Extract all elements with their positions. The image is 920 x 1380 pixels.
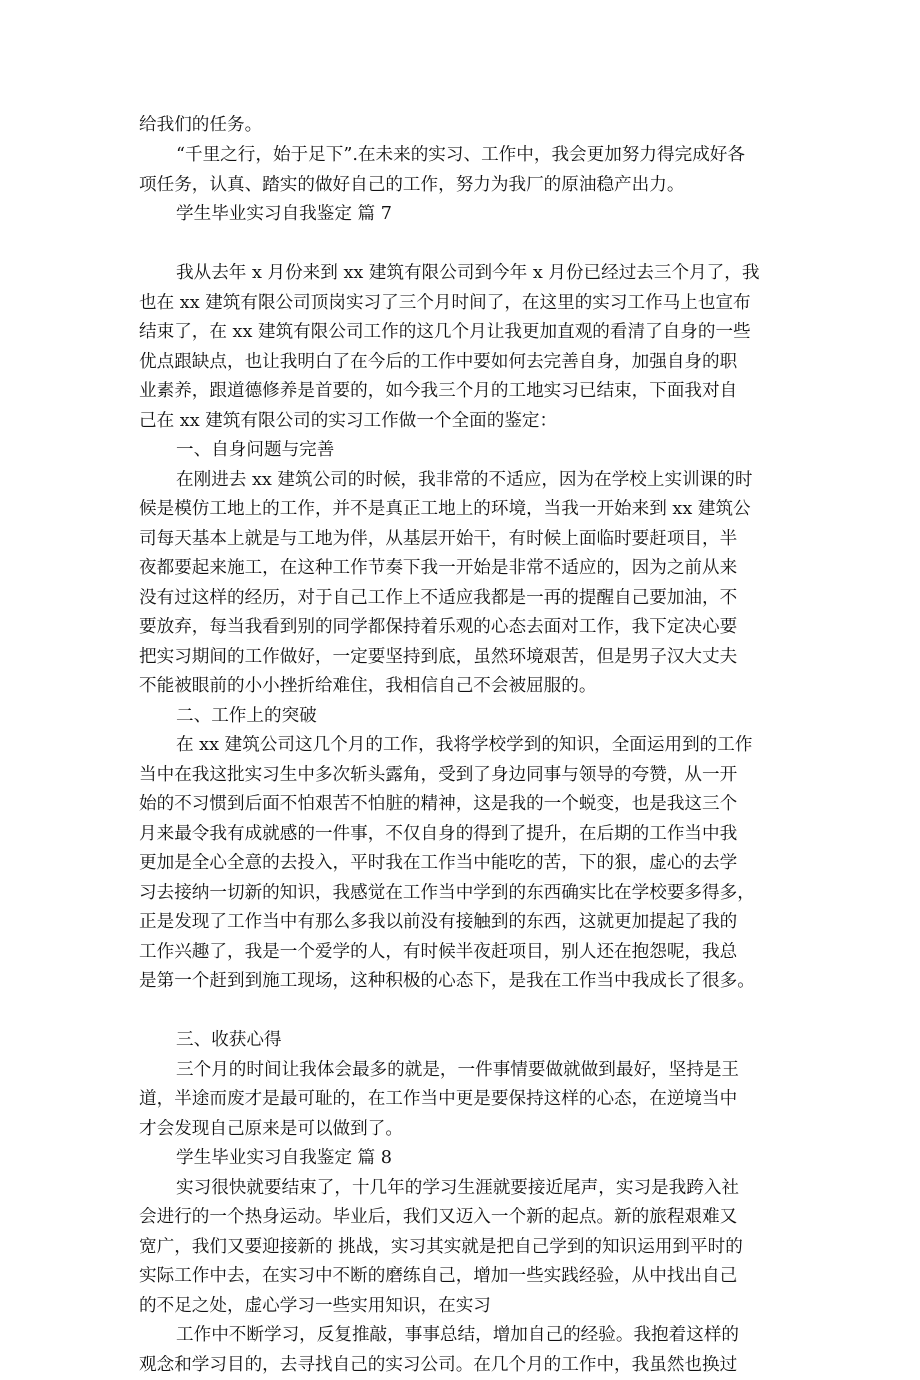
text-line: 优点跟缺点，也让我明白了在今后的工作中要如何去完善自身，加强自身的职 [139,352,738,372]
text-line: 在刚进去 xx 建筑公司的时候，我非常的不适应，因为在学校上实训课的时 [176,470,753,490]
text-line: 把实习期间的工作做好，一定要坚持到底，虽然环境艰苦，但是男子汉大丈夫 [139,647,738,667]
text-line: 观念和学习目的，去寻找自己的实习公司。在几个月的工作中，我虽然也换过 [139,1355,738,1375]
text-line: 在 xx 建筑公司这几个月的工作，我将学校学到的知识，全面运用到的工作 [176,735,753,755]
text-line: 始的不习惯到后面不怕艰苦不怕脏的精神，这是我的一个蜕变，也是我这三个 [139,794,738,814]
text-line: 候是模仿工地上的工作，并不是真正工地上的环境，当我一开始来到 xx 建筑公 [139,499,751,519]
text-line: 没有过这样的经历，对于自己工作上不适应我都是一再的提醒自己要加油，不 [139,588,738,608]
section-heading: 学生毕业实习自我鉴定 篇 7 [176,204,392,224]
text-line: 正是发现了工作当中有那么多我以前没有接触到的东西，这就更加提起了我的 [139,912,738,932]
text-line: 习去接纳一切新的知识，我感觉在工作当中学到的东西确实比在学校要多得多， [139,883,755,903]
text-line: 工作中不断学习，反复推敲，事事总结，增加自己的经验。我抱着这样的 [176,1325,740,1345]
text-line: 也在 xx 建筑有限公司顶岗实习了三个月时间了，在这里的实习工作马上也宣布 [139,293,751,313]
text-line: 业素养，跟道德修养是首要的，如今我三个月的工地实习已结束，下面我对自 [139,381,738,401]
text-line: 工作兴趣了，我是一个爱学的人，有时候半夜赶项目，别人还在抱怨呢，我总 [139,942,738,962]
text-line: 月来最令我有成就感的一件事，不仅自身的得到了提升，在后期的工作当中我 [139,824,738,844]
text-line: “千里之行，始于足下”.在未来的实习、工作中，我会更加努力得完成好各 [176,145,745,165]
text-line: 不能被眼前的小小挫折给难住，我相信自己不会被屈服的。 [139,676,597,696]
text-line: 道，半途而废才是最可耻的，在工作当中更是要保持这样的心态，在逆境当中 [139,1089,738,1109]
text-line: 己在 xx 建筑有限公司的实习工作做一个全面的鉴定： [139,411,558,431]
text-line: 的不足之处，虚心学习一些实用知识，在实习 [139,1296,491,1316]
text-line: 给我们的任务。 [139,115,263,135]
text-line: 结束了，在 xx 建筑有限公司工作的这几个月让我更加直观的看清了自身的一些 [139,322,751,342]
subheading: 三、收获心得 [176,1030,282,1050]
text-line: 我从去年 x 月份来到 xx 建筑有限公司到今年 x 月份已经过去三个月了，我 [176,263,760,283]
text-line: 宽广，我们又要迎接新的 挑战，实习其实就是把自己学到的知识运用到平时的 [139,1237,743,1257]
subheading: 一、自身问题与完善 [176,440,335,460]
text-line: 司每天基本上就是与工地为伴，从基层开始干，有时候上面临时要赶项目，半 [139,529,738,549]
text-line: 三个月的时间让我体会最多的就是，一件事情要做就做到最好，坚持是王 [176,1060,740,1080]
text-line: 实习很快就要结束了，十几年的学习生涯就要接近尾声，实习是我跨入社 [176,1178,740,1198]
subheading: 二、工作上的突破 [176,706,317,726]
text-line: 更加是全心全意的去投入，平时我在工作当中能吃的苦，下的狠，虚心的去学 [139,853,738,873]
section-heading: 学生毕业实习自我鉴定 篇 8 [176,1148,392,1168]
text-line: 实际工作中去，在实习中不断的磨练自己，增加一些实践经验，从中找出自己 [139,1266,738,1286]
text-line: 要放弃，每当我看到别的同学都保持着乐观的心态去面对工作，我下定决心要 [139,617,738,637]
text-line: 是第一个赶到到施工现场，这种积极的心态下，是我在工作当中我成长了很多。 [139,971,755,991]
text-line: 会进行的一个热身运动。毕业后，我们又迈入一个新的起点。新的旅程艰难又 [139,1207,738,1227]
text-line: 项任务，认真、踏实的做好自己的工作，努力为我厂的原油稳产出力。 [139,175,685,195]
text-line: 夜都要起来施工，在这种工作节奏下我一开始是非常不适应的，因为之前从来 [139,558,738,578]
text-line: 才会发现自己原来是可以做到了。 [139,1119,403,1139]
text-line: 当中在我这批实习生中多次斩头露角，受到了身边同事与领导的夸赞，从一开 [139,765,738,785]
